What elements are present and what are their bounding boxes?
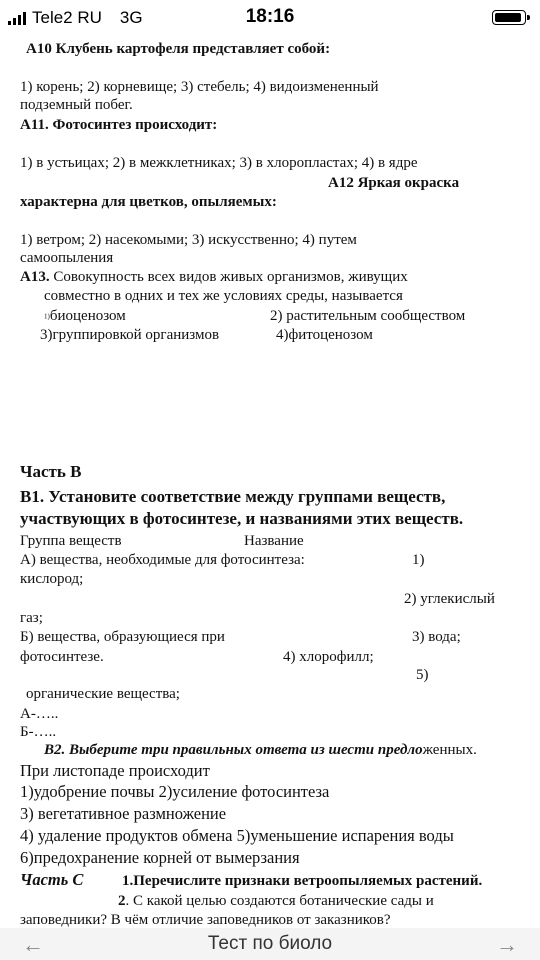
a13-option-1-text: биоценозом	[49, 308, 126, 324]
part-b-heading: Часть В	[20, 462, 82, 481]
part-c-heading: Часть С	[20, 870, 84, 889]
c2-num: 2	[118, 893, 126, 909]
a13-option-2: 2) растительным сообществом	[270, 308, 466, 324]
c2-text: . С какой целью создаются ботанические сады и	[125, 893, 434, 909]
b1-column-group: Группа веществ	[20, 533, 122, 549]
b1-name-4: 4) хлорофилл;	[283, 649, 374, 665]
a10-options-cont: подземный побег.	[20, 97, 133, 113]
c1-question	[122, 872, 482, 890]
a13-question-1	[20, 268, 408, 286]
a13-label: А13.	[20, 269, 50, 285]
b1-row-b: Б) вещества, образующиеся при	[20, 629, 225, 645]
status-bar	[0, 0, 540, 36]
a11-options: 1) в устьицах; 2) в межклетниках; 3) в хлоропластах; 4) в ядре	[20, 155, 418, 171]
b1-row-a: А) вещества, необходимые для фотосинтеза:	[20, 552, 305, 568]
document-title[interactable]: Тест по биоло	[207, 933, 333, 954]
a13-text: Совокупность всех видов живых организмов, живущих	[49, 269, 408, 285]
bottom-bar	[0, 928, 540, 960]
a13-option-4: 4)фитоценозом	[276, 327, 373, 343]
b1-name-5: органические вещества;	[26, 686, 180, 702]
b1-column-name: Название	[244, 533, 304, 549]
a13-option-3: 3)группировкой организмов	[40, 327, 220, 343]
b1-name-2: 2) углекислый	[404, 591, 495, 607]
b2-options-3: 4) удаление продуктов обмена 5)уменьшение испарения воды	[20, 826, 454, 845]
b2-options-4: 6)предохранение корней от вымерзания	[20, 848, 300, 867]
a12-question-1: А12 Яркая окраска	[328, 175, 460, 191]
b1-name-1: кислород;	[20, 571, 84, 587]
b1-answer-a: А-…..	[20, 706, 59, 722]
a12-options-cont: самоопыления	[20, 250, 114, 266]
b1-answer-b: Б-…..	[20, 724, 57, 740]
c2-question	[118, 892, 434, 910]
c2-question-cont: заповедники? В чём отличие заповедников от заказников?	[20, 912, 391, 928]
a11-question: А11. Фотосинтез происходит:	[20, 117, 218, 133]
b1-name-3: 3) вода;	[412, 629, 461, 645]
arrow-right-icon[interactable]: →	[496, 932, 518, 957]
a12-question-2: характерна для цветков, опыляемых:	[20, 194, 277, 210]
b2-options-2: 3) вегетативное размножение	[20, 804, 227, 823]
b2-question-tail: женных.	[422, 742, 477, 758]
a10-question: А10 Клубень картофеля представляет собой:	[26, 41, 331, 57]
network-label: 3G	[119, 8, 143, 27]
c1-text: 1.Перечислите признаки ветроопыляемых растений.	[122, 873, 483, 889]
b2-question	[44, 741, 477, 759]
b1-num-1: 1)	[412, 552, 425, 568]
carrier-label: Tele2 RU	[32, 8, 102, 27]
b2-question-bold: В2. Выберите три правильных ответа из шести предло	[44, 742, 423, 758]
b1-row-b-cont: фотосинтезе.	[20, 649, 104, 665]
b2-options-1: 1)удобрение почвы 2)усиление фотосинтеза	[20, 782, 330, 801]
a12-options: 1) ветром; 2) насекомыми; 3) искусственно; 4) путем	[20, 232, 357, 248]
b1-num-5: 5)	[416, 667, 429, 683]
a13-option-1-num: 1)	[44, 312, 50, 321]
battery-icon	[492, 10, 526, 25]
b1-question-1: В1. Установите соответствие между группами веществ,	[20, 487, 446, 506]
a13-question-2: совместно в одних и тех же условиях среды, называется	[44, 288, 403, 304]
a13-option-1	[44, 307, 126, 326]
b1-name-2-cont: газ;	[20, 610, 43, 626]
a10-options: 1) корень; 2) корневище; 3) стебель; 4) видоизмененный	[20, 79, 379, 95]
arrow-left-icon[interactable]: ←	[22, 932, 44, 957]
b1-question-2: участвующих в фотосинтезе, и названиями этих веществ.	[20, 509, 464, 528]
b2-prompt: При листопаде происходит	[20, 761, 210, 780]
clock: 18:16	[245, 6, 295, 27]
